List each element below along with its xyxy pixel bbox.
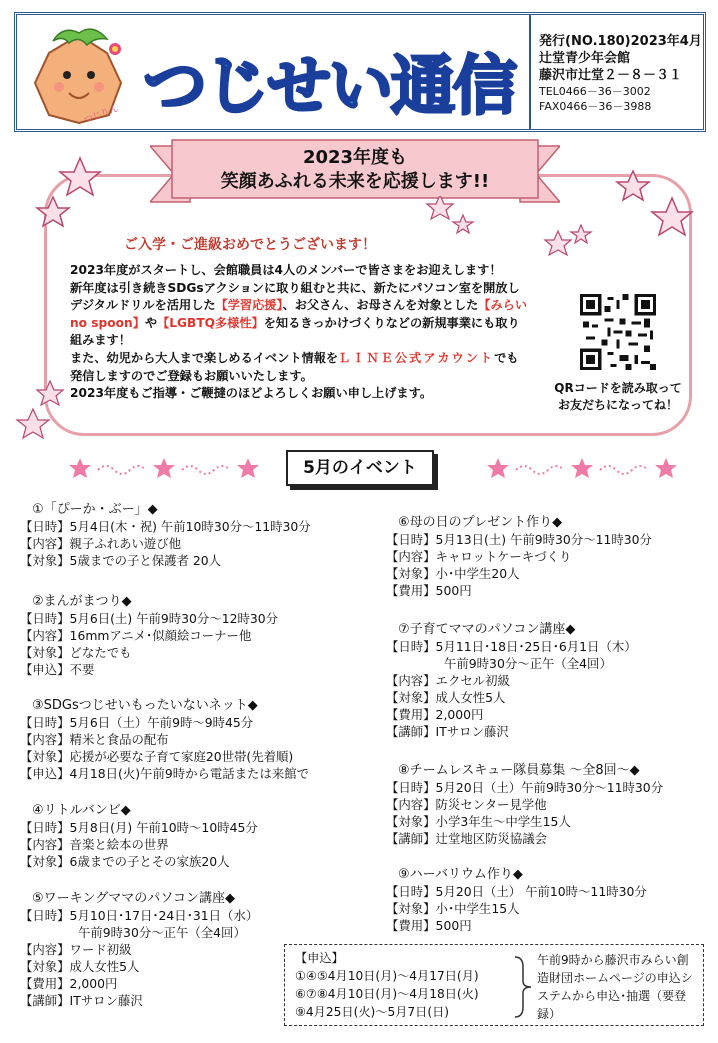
greeting-paragraph-3: [70, 350, 530, 385]
event-herbarium: [386, 866, 706, 934]
p2-text-d: を知るきっかけづくりなどの新規事業にも取り組みます！: [70, 315, 520, 348]
event-line: 【日時】5月6日(土) 午前9時30分～12時30分: [20, 611, 279, 626]
event-line: 【対象】成人女性5人: [20, 959, 140, 974]
event-line: 【対象】どなたでも: [20, 645, 132, 660]
event-line: 【講師】ITサロン藤沢: [386, 724, 509, 739]
event-line: 【日時】5月8日(月) 午前10時～10時45分: [20, 820, 258, 835]
qr-caption-line-2: お友だちになってね！: [557, 398, 678, 412]
event-line: 【日時】5月20日（土）午前9時30分～11時30分: [386, 780, 664, 795]
masthead: [14, 12, 706, 132]
greeting-paragraph-4: 2023年度もご指導・ご鞭撻のほどよろしくお願い申し上げます。: [70, 386, 433, 401]
application-note: 午前9時から藤沢市みらい創造財団ホームページの申込システムから申込･抽選（要登録）: [537, 953, 693, 1021]
highlight-mirai-no-spoon: 【みらい no spoon】: [70, 298, 528, 330]
event-sdgs-net: [20, 697, 360, 782]
event-line: 【対象】6歳までの子とその家族20人: [20, 854, 230, 869]
event-title: ②まんがまつり◆: [32, 594, 132, 609]
brace-icon: [511, 955, 533, 1019]
event-title: ⑦子育てママのパソコン講座◆: [398, 622, 576, 637]
publisher-info: [539, 33, 705, 114]
greeting-paragraph-2: [70, 280, 530, 350]
event-line: 午前9時30分～正午（全4回）: [444, 656, 612, 671]
application-period-row: ①④⑤4月10日(月)～4月17日(月): [295, 969, 479, 983]
event-manga-festival: [20, 593, 360, 678]
event-line: 【対象】小学3年生～中学生15人: [386, 814, 571, 829]
events-banner-decoration-right: [484, 454, 694, 484]
event-line: 【内容】ワード初級: [20, 942, 132, 957]
line-qr-code[interactable]: [580, 294, 656, 370]
event-title: ⑨ハーバリウム作り◆: [398, 867, 523, 882]
event-team-rescue: [386, 762, 706, 847]
banner-text: [150, 146, 560, 194]
event-title: ⑤ワーキングママのパソコン講座◆: [32, 891, 236, 906]
banner-line-2: 笑顔あふれる未来を応援します!!: [220, 171, 490, 192]
org-address: 藤沢市辻堂２－８－３１: [539, 68, 683, 83]
greeting-body: [70, 262, 530, 403]
flower-decoration-topright: [604, 168, 700, 264]
mascot-illustration: [23, 19, 135, 127]
event-line: 【費用】500円: [386, 583, 472, 598]
highlight-study-support: 【学習応援】: [215, 298, 283, 313]
event-line: 【内容】音楽と絵本の世界: [20, 837, 169, 852]
qr-caption-line-1: QRコードを読み取って: [554, 381, 682, 395]
flower-decoration-topleft: [30, 150, 110, 240]
event-line: 【対象】小･中学生20人: [386, 566, 520, 581]
org-name: 辻堂青少年会館: [539, 51, 631, 66]
newsletter-title-area: [135, 21, 537, 127]
event-line: 【日時】5月13日(土) 午前9時30分～11時30分: [386, 532, 652, 547]
event-line: 【内容】親子ふれあい遊び他: [20, 536, 182, 551]
highlight-line-account: ＬＩＮＥ公式アカウント: [338, 350, 495, 365]
highlight-lgbtq: 【LGBTQ多様性】: [157, 315, 264, 330]
event-line: 午前9時30分～正午（全4回）: [78, 925, 246, 940]
event-line: 【講師】辻堂地区防災協議会: [386, 831, 548, 846]
qr-caption: [546, 380, 690, 414]
event-line: 【対象】応援が必要な子育て家庭20世帯(先着順): [20, 749, 294, 764]
event-title: ⑥母の日のプレゼント作り◆: [398, 515, 563, 530]
header-divider: [529, 15, 531, 129]
event-title: ①「ぴーか・ぶー」◆: [32, 502, 158, 517]
event-line: 【講師】ITサロン藤沢: [20, 993, 143, 1008]
p3-text-b: でも発信しますのでご登録もお願いいたします。: [70, 350, 519, 383]
event-title: ③SDGsつじせいもったいないネット◆: [32, 698, 258, 713]
application-period-row: ⑥⑦⑧4月10日(月)～4月18日(火): [295, 987, 479, 1001]
event-line: 【対象】5歳までの子と保護者 20人: [20, 553, 222, 568]
event-title: ④リトルバンビ◆: [32, 803, 131, 818]
event-line: 【内容】16mmアニメ･似顔絵コーナー他: [20, 628, 252, 643]
event-line: 【日時】5月6日（土）午前9時～9時45分: [20, 715, 254, 730]
event-line: 【日時】5月10日･17日･24日･31日（水）: [20, 908, 259, 923]
event-line: 【費用】2,000円: [20, 976, 118, 991]
event-line: 【内容】精米と食品の配布: [20, 732, 169, 747]
greeting-paragraph-1: 2023年度がスタートし、会館職員は4人のメンバーで皆さまをお迎えします！: [70, 263, 502, 277]
event-line: 【日時】5月11日･18日･25日･6月1日（木）: [386, 639, 637, 654]
event-little-bambi: [20, 802, 360, 870]
p2-text-a: 新年度は引き続きSDGsアクションに取り組むと共に、新たにパソコン室を開放しデジタルドリルを活用した: [70, 280, 520, 313]
event-line: 【日時】5月20日（土） 午前10時～11時30分: [386, 884, 647, 899]
flower-decoration-middle: [420, 196, 600, 276]
events-title: 5月のイベント: [286, 450, 434, 486]
event-pikaboo: [20, 501, 360, 569]
events-banner-decoration-left: [66, 454, 276, 484]
mascot-label: つじりん: [82, 104, 120, 126]
event-line: 【対象】小･中学生15人: [386, 901, 520, 916]
event-line: 【費用】2,000円: [386, 707, 484, 722]
event-line: 【申込】4月18日(火)午前9時から電話または来館で: [20, 766, 310, 781]
application-periods: [295, 949, 479, 1021]
application-period-row: ⑨4月25日(火)～5月7日(日): [295, 1005, 450, 1019]
event-parenting-mama-pc: [386, 621, 706, 740]
event-line: 【内容】防災センター見学他: [386, 797, 547, 812]
event-line: 【費用】500円: [386, 918, 472, 933]
p3-text-a: また、幼児から大人まで楽しめるイベント情報を: [70, 350, 339, 365]
banner-line-1: 2023年度も: [302, 147, 408, 168]
newsletter-title: つじせい通信: [143, 50, 515, 124]
event-mothers-day: [386, 514, 706, 599]
flower-decoration-bottomleft: [10, 380, 70, 450]
event-line: 【対象】成人女性5人: [386, 690, 506, 705]
org-tel: TEL0466－36－3002: [539, 85, 651, 98]
event-line: 【内容】エクセル初級: [386, 673, 510, 688]
p2-text-b: 、お父さん、お母さんを対象とした: [282, 298, 479, 313]
event-line: 【日時】5月4日(木・祝) 午前10時30分～11時30分: [20, 519, 311, 534]
p2-text-c: や: [144, 315, 158, 330]
issue-info: 発行(NO.180)2023年4月: [539, 34, 702, 49]
org-fax: FAX0466－36－3988: [539, 100, 652, 113]
event-title: ⑧チームレスキュー隊員募集 ～全8回～◆: [398, 763, 640, 778]
greeting-heading: ご入学・ご進級おめでとうございます！: [124, 237, 376, 253]
event-line: 【申込】不要: [20, 662, 95, 677]
application-heading: 【申込】: [295, 951, 344, 965]
event-line: 【内容】キャロットケーキづくり: [386, 549, 572, 564]
application-info-box: [284, 944, 704, 1026]
